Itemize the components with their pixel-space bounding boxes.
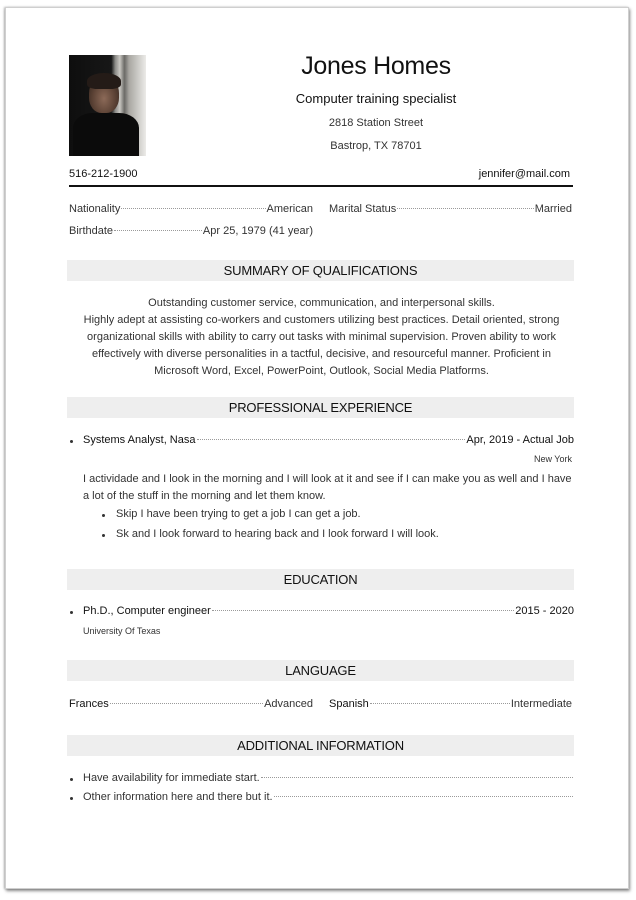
section-summary-heading: SUMMARY OF QUALIFICATIONS — [67, 260, 574, 281]
experience-period: Apr, 2019 - Actual Job — [466, 434, 574, 446]
photo-body-shape — [73, 113, 139, 156]
birthdate-label: Birthdate — [69, 225, 114, 237]
address-line-1: 2818 Station Street — [328, 117, 424, 129]
summary-text — [69, 295, 574, 380]
nationality-value: American — [266, 203, 313, 215]
education-degree: Ph.D., Computer engineer — [83, 605, 211, 617]
phone-number: 516-212-1900 — [69, 168, 138, 180]
bullet-icon — [70, 611, 73, 614]
experience-bullet-1: Skip I have been trying to get a job I can get a job. — [116, 508, 361, 520]
leader-dots — [212, 610, 514, 611]
leader-dots — [121, 208, 265, 209]
additional-text: Have availability for immediate start. — [83, 772, 260, 784]
leader-dots — [397, 208, 533, 209]
bullet-icon — [70, 797, 73, 800]
candidate-name: Jones Homes — [301, 52, 451, 80]
section-experience-heading: PROFESSIONAL EXPERIENCE — [67, 397, 574, 418]
section-additional-heading: ADDITIONAL INFORMATION — [67, 735, 574, 756]
education-period: 2015 - 2020 — [515, 605, 574, 617]
nationality-row — [69, 203, 313, 215]
education-institution: University Of Texas — [83, 626, 161, 636]
summary-line-1: Outstanding customer service, communication, and interpersonal skills. — [148, 297, 495, 309]
additional-text: Other information here and there but it. — [83, 791, 273, 803]
nationality-label: Nationality — [69, 203, 121, 215]
address-line-2: Bastrop, TX 78701 — [330, 140, 422, 152]
education-item-row — [83, 605, 574, 617]
experience-bullet-2: Sk and I look forward to hearing back and I look forward I will look. — [116, 528, 439, 540]
marital-status-row — [329, 203, 572, 215]
language-row-1 — [69, 698, 313, 710]
section-language-heading: LANGUAGE — [67, 660, 574, 681]
section-education-heading: EDUCATION — [67, 569, 574, 590]
bullet-icon — [70, 778, 73, 781]
language-name: Frances — [69, 698, 109, 710]
header-divider — [69, 185, 573, 187]
summary-line-2: Highly adept at assisting co-workers and customers utilizing best practices. Detail oriented, strong organizational skills with ability to carry out tasks with minimal supervision. Proven ability to work effectively with diverse personalities in a tactful, decisive, and resourceful manner. Proficient in Microsoft Word, Excel, PowerPoint, Outlook, Social Media Platforms. — [83, 314, 560, 377]
language-level: Intermediate — [510, 698, 572, 710]
language-level: Advanced — [264, 698, 313, 710]
bullet-icon — [102, 514, 105, 517]
additional-item-2 — [83, 791, 574, 803]
birthdate-value: Apr 25, 1979 (41 year) — [202, 225, 313, 237]
language-name: Spanish — [329, 698, 369, 710]
leader-dots — [197, 439, 466, 440]
email-address: jennifer@mail.com — [478, 168, 570, 180]
bullet-icon — [70, 440, 73, 443]
birthdate-row — [69, 225, 313, 237]
leader-dots — [110, 703, 263, 704]
profile-photo — [69, 55, 146, 156]
experience-location: New York — [533, 454, 572, 464]
additional-item-1 — [83, 772, 574, 784]
experience-item-row — [83, 434, 574, 446]
language-row-2 — [329, 698, 572, 710]
experience-title: Systems Analyst, Nasa — [83, 434, 196, 446]
resume-page — [5, 7, 629, 889]
leader-dots — [261, 777, 573, 778]
leader-dots — [114, 230, 202, 231]
job-title: Computer training specialist — [295, 91, 457, 106]
photo-hair-shape — [87, 73, 121, 89]
marital-status-label: Marital Status — [329, 203, 397, 215]
marital-status-value: Married — [534, 203, 572, 215]
experience-description: I actividade and I look in the morning and I will look at it and see if I can make you as well and I have a lot of the stuff in the morning and let them know. — [83, 473, 572, 502]
leader-dots — [274, 796, 573, 797]
leader-dots — [370, 703, 510, 704]
bullet-icon — [102, 534, 105, 537]
